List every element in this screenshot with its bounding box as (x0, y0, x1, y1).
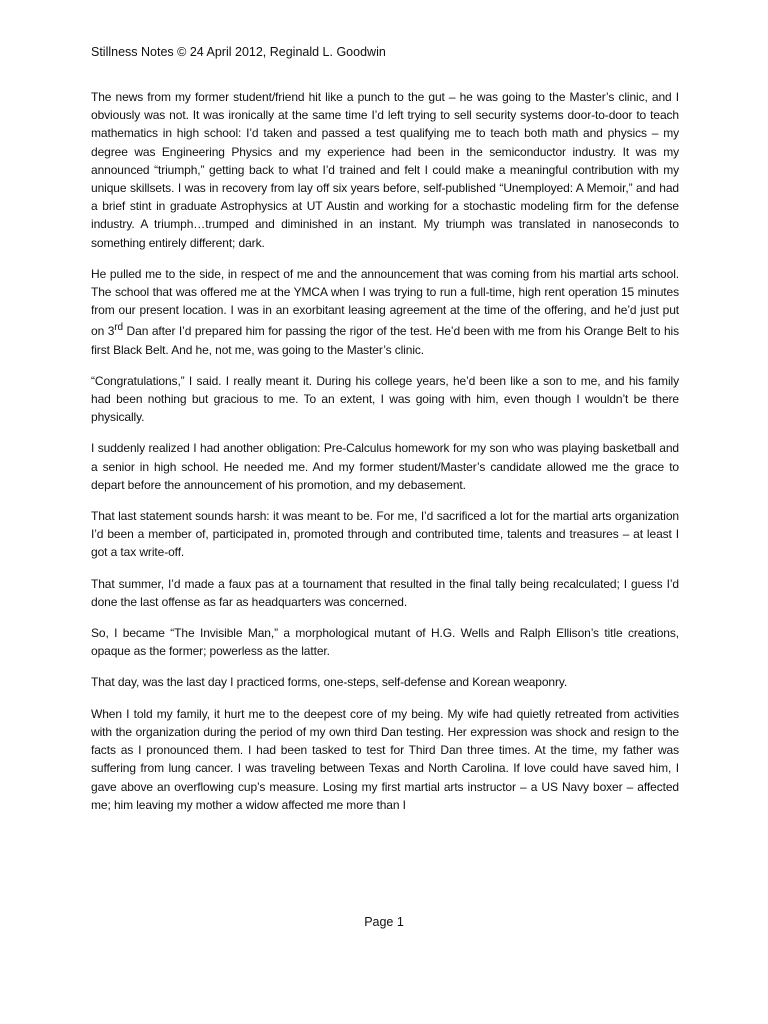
paragraph-text: He pulled me to the side, in respect of me and the announcement that was coming from his martial arts school. The school that was offered me at the YMCA when I was trying to run a full-time, high rent operation 15 minutes from our present location. I was in an exorbitant leasing agreement at the time of the offering, and he’d just put on 3 (91, 266, 679, 339)
document-body (91, 88, 679, 827)
paragraph: “Congratulations,” I said. I really meant it. During his college years, he’d been like a son to me, and his family had been nothing but gracious to me. To an extent, I was going with him, even though I wouldn’t be there physically. (91, 373, 679, 425)
paragraph-text: Dan after I’d prepared him for passing the rigor of the test. He’d been with me from his Orange Belt to his first Black Belt. And he, not me, was going to the Master’s clinic. (91, 324, 680, 357)
paragraph: When I told my family, it hurt me to the deepest core of my being. My wife had quietly retreated from activities with the organization during the period of my own third Dan testing. Her expression was shock and resign to the facts as I pronounced them. I had been tasked to test for Third Dan three times. At the time, my father was suffering from lung cancer. I was traveling between Texas and North Carolina. If love could have saved him, I gave above an overflowing cup’s measure. Losing my first martial arts instructor – a US Navy boxer – affected me; him leaving my mother a widow affected me more than I (91, 706, 679, 812)
paragraph: That day, was the last day I practiced forms, one-steps, self-defense and Korean weaponry. (91, 675, 568, 690)
page-header: Stillness Notes © 24 April 2012, Reginald L. Goodwin (91, 45, 386, 59)
paragraph: That summer, I’d made a faux pas at a tournament that resulted in the final tally being recalculated; I guess I’d done the last offense as far as headquarters was concerned. (91, 576, 679, 609)
page-number: Page 1 (364, 915, 404, 929)
paragraph: So, I became “The Invisible Man,” a morphological mutant of H.G. Wells and Ralph Ellison’s title creations, opaque as the former; powerless as the latter. (91, 626, 679, 659)
paragraph: I suddenly realized I had another obligation: Pre-Calculus homework for my son who was playing basketball and a senior in high school. He needed me. And my former student/Master’s candidate allowed me the grace to depart before the announcement of his promotion, and my debasement. (91, 441, 679, 492)
ordinal-suffix: rd (114, 322, 123, 334)
paragraph: That last statement sounds harsh: it was meant to be. For me, I’d sacrificed a lot for the martial arts organization I’d been a member of, participated in, promoted through and contributed time, talents and treasures – at least I got a tax write-off. (91, 509, 679, 560)
paragraph: The news from my former student/friend hit like a punch to the gut – he was going to the Master’s clinic, and I obviously was not. It was ironically at the same time I’d left trying to sell security systems door-to-door to teach mathematics in high school: I’d taken and passed a test qualifying me to teach both math and physics – my degree was Engineering Physics and my experience had been in the semiconductor industry. It was my announced “triumph,” getting back to what I’d trained and felt I could make a meaningful contribution with my unique skillsets. I was in recovery from lay off six years before, self-published “Unemployed: A Memoir,” and had a brief stint in graduate Astrophysics at UT Austin and working for a stochastic modeling firm for the defense industry. A triumph…trumped and diminished in an instant. My triumph was translated in nanoseconds to something entirely different; dark. (91, 90, 679, 250)
paragraph (91, 265, 679, 359)
